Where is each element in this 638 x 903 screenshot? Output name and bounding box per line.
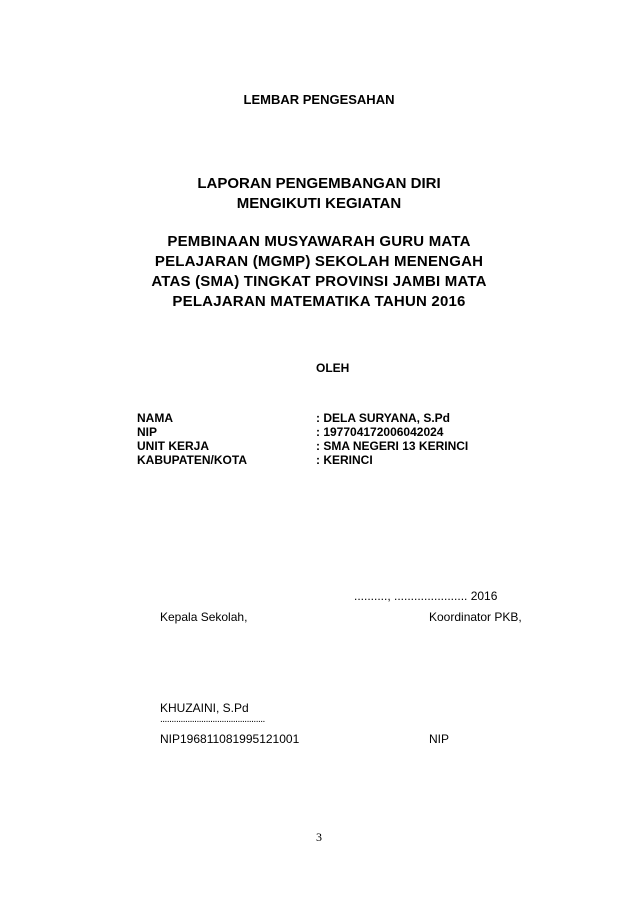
page-number: 3 — [316, 830, 322, 844]
left-signatory-nip: NIP196811081995121001 — [160, 732, 300, 746]
identity-value: : KERINCI — [316, 453, 373, 467]
left-signatory-role: Kepala Sekolah, — [160, 610, 248, 624]
identity-label: NIP — [137, 425, 158, 439]
identity-value: : DELA SURYANA, S.Pd — [316, 411, 451, 425]
left-signatory-dots: .............................................. — [160, 714, 265, 725]
page-title: LEMBAR PENGESAHAN — [243, 92, 395, 107]
identity-label: NAMA — [137, 411, 173, 425]
activity-title-line: ATAS (SMA) TINGKAT PROVINSI JAMBI MATA — [151, 273, 487, 290]
date-line: .........., ...................... 2016 — [354, 589, 498, 603]
identity-label: KABUPATEN/KOTA — [137, 453, 247, 467]
left-signatory-name: KHUZAINI, S.Pd — [160, 701, 249, 715]
activity-title-line: PELAJARAN MATEMATIKA TAHUN 2016 — [172, 293, 466, 310]
report-title-line: LAPORAN PENGEMBANGAN DIRI — [197, 175, 441, 192]
report-title — [0, 174, 638, 214]
activity-title-line: PEMBINAAN MUSYAWARAH GURU MATA — [167, 233, 471, 250]
right-signatory-nip: NIP — [429, 732, 450, 746]
identity-value: : SMA NEGERI 13 KERINCI — [316, 439, 469, 453]
activity-title — [0, 232, 638, 312]
activity-title-line: PELAJARAN (MGMP) SEKOLAH MENENGAH — [154, 253, 484, 270]
right-signatory-role: Koordinator PKB, — [429, 610, 522, 624]
identity-label: UNIT KERJA — [137, 439, 210, 453]
report-title-line: MENGIKUTI KEGIATAN — [236, 195, 402, 212]
identity-value: : 197704172006042024 — [316, 425, 444, 439]
by-label: OLEH — [316, 361, 350, 375]
